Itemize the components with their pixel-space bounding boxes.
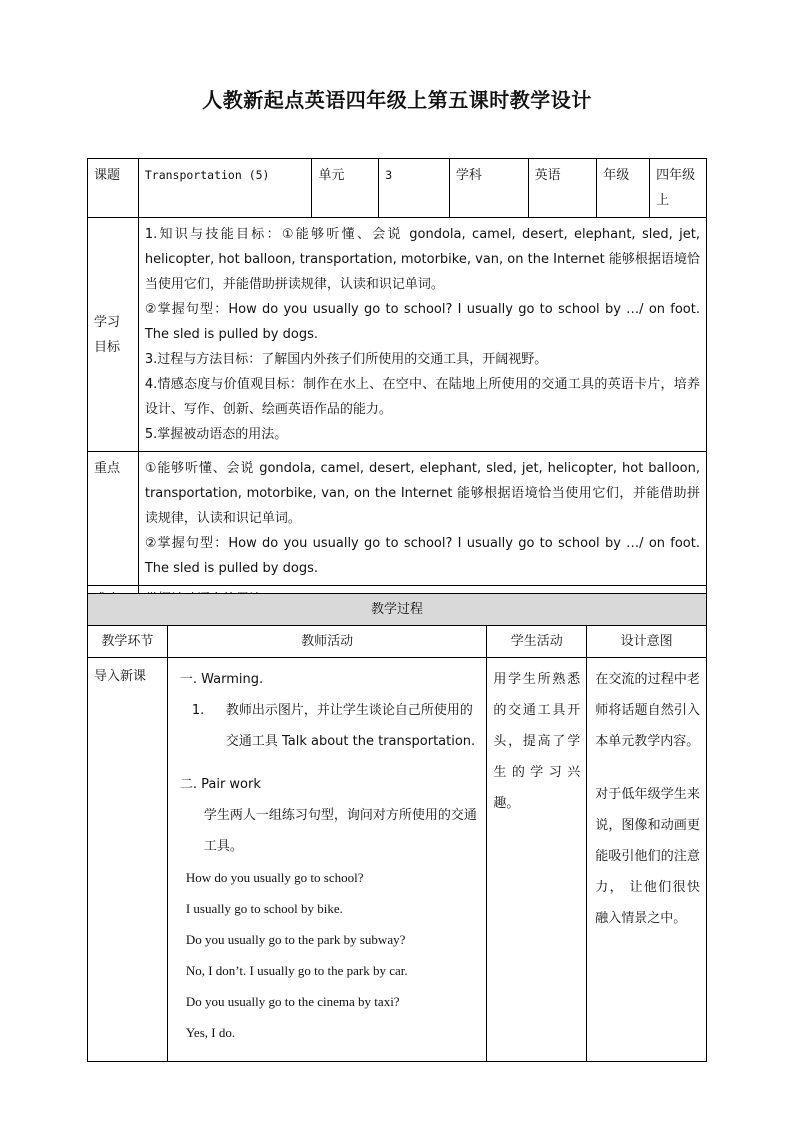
process-header: 教学过程 xyxy=(88,594,707,626)
pair-work-text: 学生两人一组练习句型，询问对方所使用的交通工具。 xyxy=(203,808,477,854)
spacer xyxy=(174,757,481,769)
dialogue-line: No, I don’t. I usually go to the park by car. xyxy=(185,963,408,978)
process-table xyxy=(87,593,707,1062)
subject-label: 学科 xyxy=(449,159,528,218)
dialogue-line: I usually go to school by bike. xyxy=(185,901,343,916)
objectives-label: 学习目标 xyxy=(88,218,139,452)
design-intent xyxy=(587,658,707,1062)
dialogue-line: How do you usually go to school? xyxy=(185,870,364,885)
topic-label: 课题 xyxy=(88,159,139,218)
spacer xyxy=(595,757,700,779)
intent-line: 对于低年级学生来说，图像和动画更能吸引他们的注意力， 让他们很快融入情景之中。 xyxy=(595,787,700,926)
step-1-text: 教师出示图片，并让学生谈论自己所使用的交通工具 Talk about the transportation. xyxy=(225,703,476,749)
lesson-info-table xyxy=(87,158,707,613)
key-point-line: ②掌握句型：How do you usually go to school? I usually go to school by …/ on foot. The sled is pulled by dogs. xyxy=(144,536,700,576)
student-activity: 用学生所熟悉的交通工具开头，提高了学生的学习兴趣。 xyxy=(487,658,587,1062)
column-header: 设计意图 xyxy=(587,626,707,658)
step-1 xyxy=(174,695,481,757)
page-title: 人教新起点英语四年级上第五课时教学设计 xyxy=(202,88,592,112)
objective-line: 5.掌握被动语态的用法。 xyxy=(144,427,288,442)
unit-label: 单元 xyxy=(312,159,379,218)
dialogue-line: Do you usually go to the park by subway? xyxy=(185,932,406,947)
objectives-content xyxy=(138,218,706,452)
column-header: 教学环节 xyxy=(88,626,168,658)
subject-value: 英语 xyxy=(528,159,597,218)
stage-cell: 导入新课 xyxy=(88,658,168,1062)
teacher-activity xyxy=(167,658,487,1062)
pair-work-title: 二. Pair work xyxy=(179,777,261,792)
step-1-number: 1. xyxy=(191,703,205,718)
grade-label: 年级 xyxy=(597,159,650,218)
dialogue-line: Yes, I do. xyxy=(185,1025,236,1040)
warming-title: 一. Warming. xyxy=(179,672,264,687)
objective-line: 4.情感态度与价值观目标：制作在水上、在空中、在陆地上所使用的交通工具的英语卡片，培养设计、写作、创新、绘画英语作品的能力。 xyxy=(144,377,700,417)
column-header: 教师活动 xyxy=(167,626,487,658)
grade-value: 四年级上 xyxy=(650,159,707,218)
key-points-label: 重点 xyxy=(88,452,139,586)
topic-value: Transportation (5) xyxy=(138,159,312,218)
key-point-line: ①能够听懂、会说 gondola, camel, desert, elephant, sled, jet, helicopter, hot balloon, transportation, motorbike, van, on the Internet 能够根据语境恰当使用它们，并能借助拼读规律，认读和识记单词。 xyxy=(144,461,700,526)
intent-line: 在交流的过程中老师将话题自然引入本单元教学内容。 xyxy=(595,672,700,749)
column-header: 学生活动 xyxy=(487,626,587,658)
objective-line: ②掌握句型：How do you usually go to school? I usually go to school by …/ on foot. The sled is pulled by dogs. xyxy=(144,302,700,342)
objective-line: 3.过程与方法目标：了解国内外孩子们所使用的交通工具，开阔视野。 xyxy=(144,352,548,367)
key-points-content xyxy=(138,452,706,586)
dialogue-line: Do you usually go to the cinema by taxi? xyxy=(185,994,400,1009)
objective-line: 1.知识与技能目标：①能够听懂、会说 gondola, camel, desert, elephant, sled, jet, helicopter, hot balloon, transportation, motorbike, van, on the Internet 能够根据语境恰当使用它们，并能借助拼读规律，认读和识记单词。 xyxy=(144,227,700,292)
unit-value: 3 xyxy=(379,159,450,218)
